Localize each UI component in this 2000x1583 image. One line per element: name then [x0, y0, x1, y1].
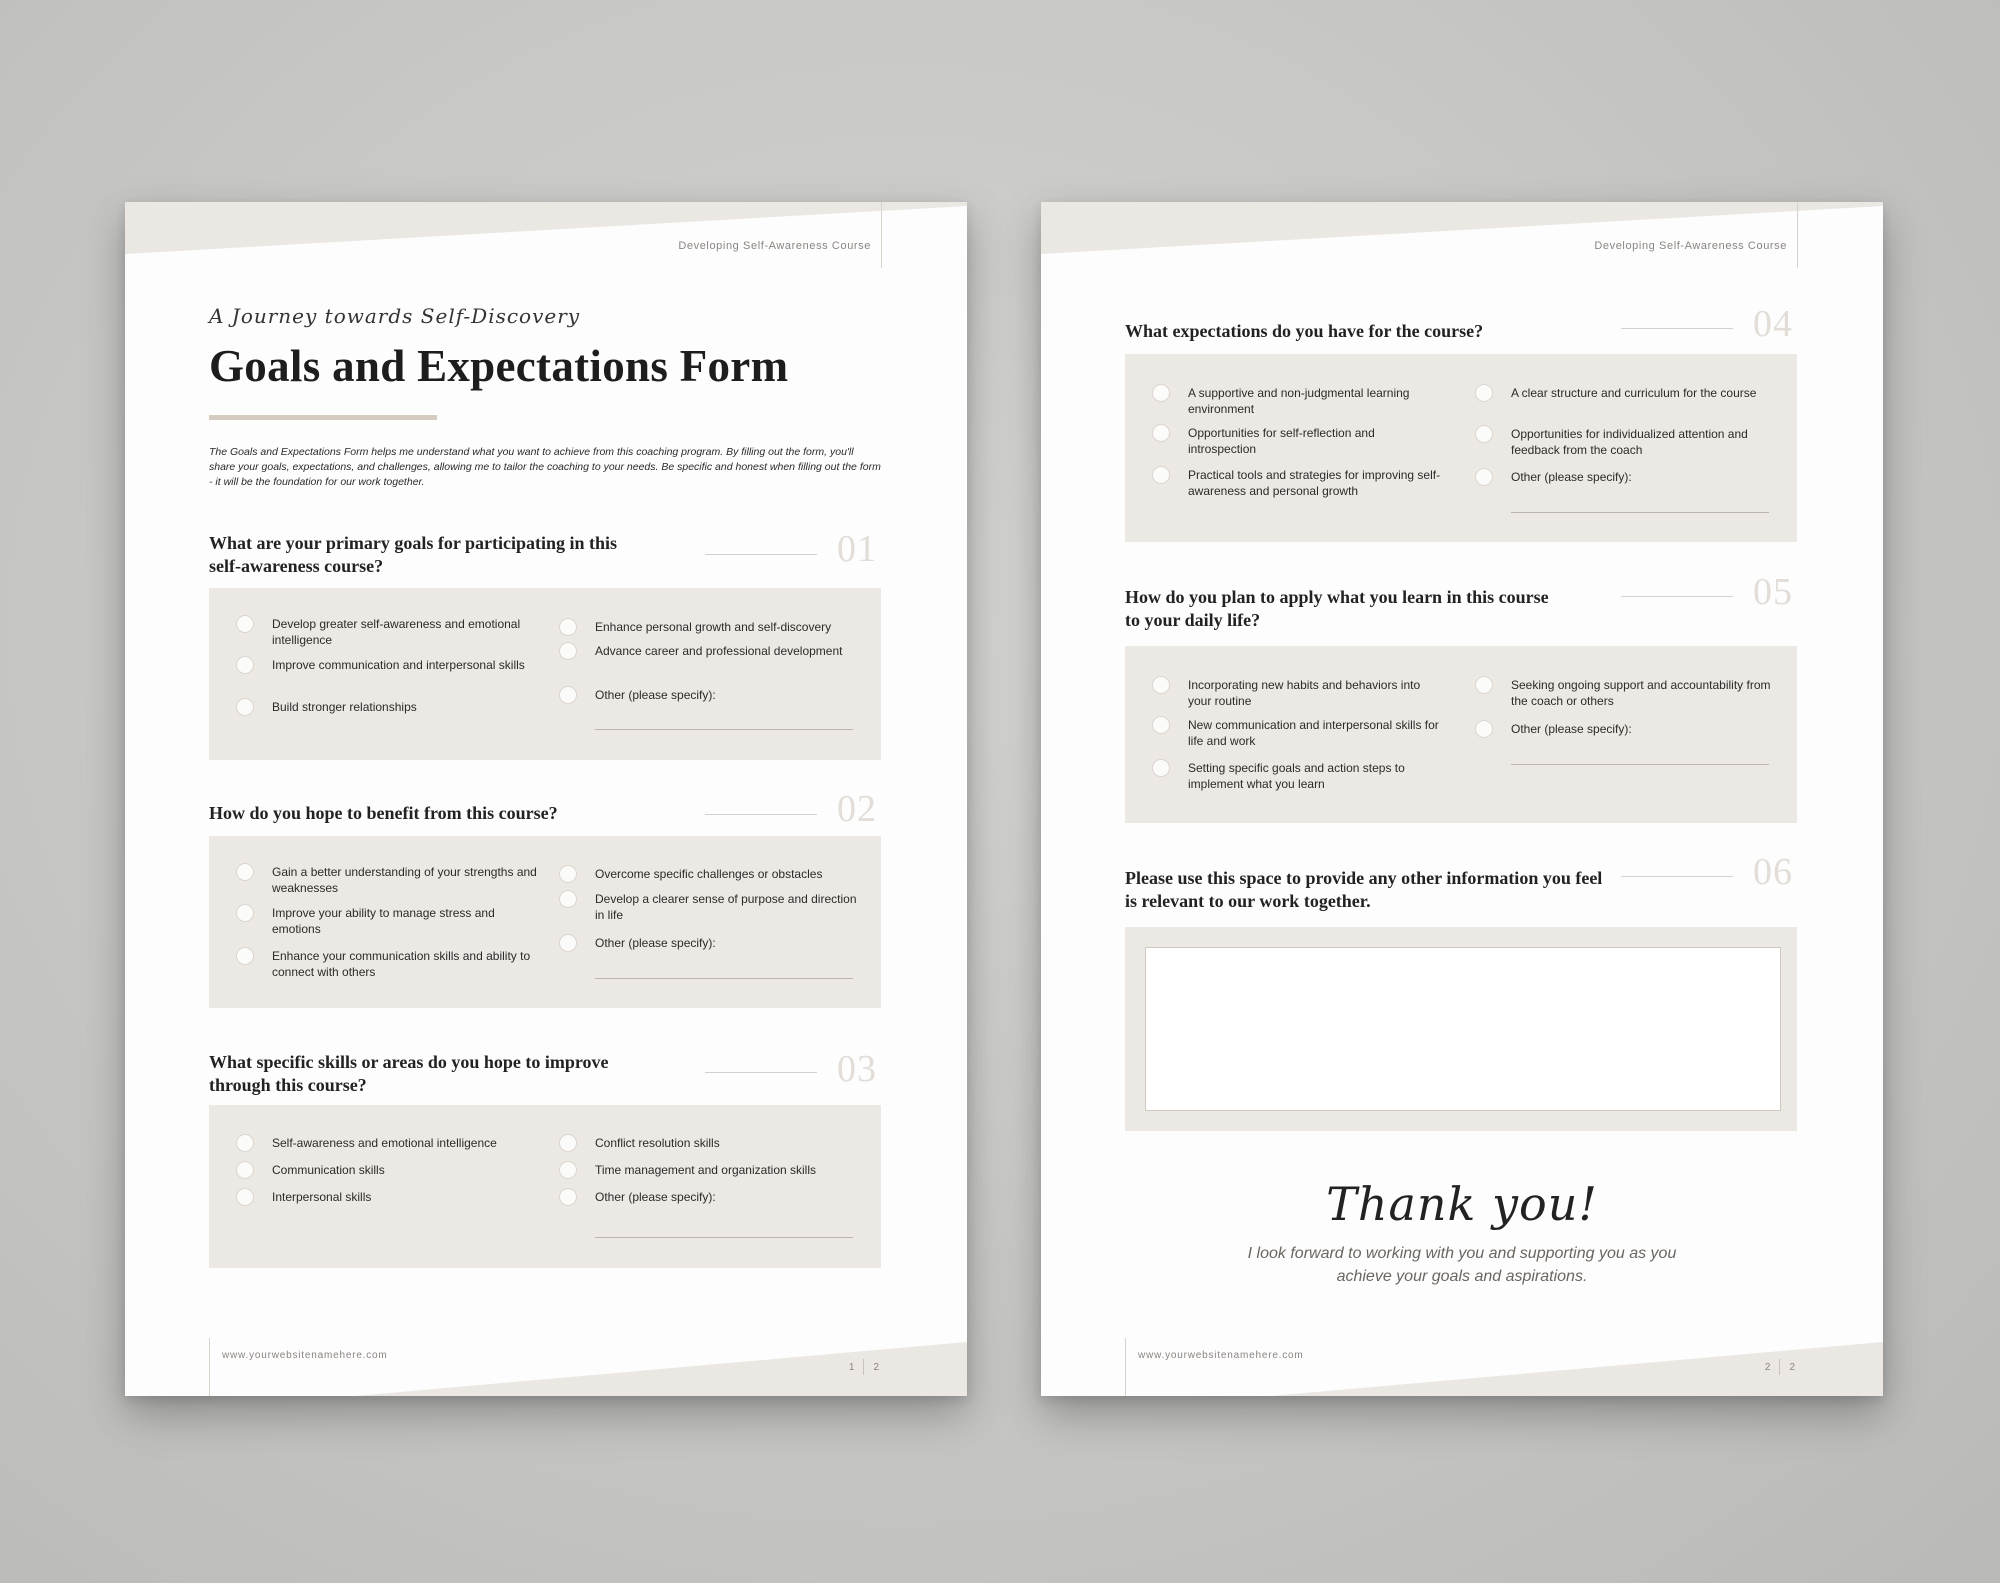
radio-button[interactable] — [236, 863, 254, 881]
option[interactable]: Communication skills — [236, 1162, 536, 1179]
question-2-text: How do you hope to benefit from this course? — [209, 803, 558, 823]
option[interactable]: New communication and interpersonal skills for life and work — [1152, 717, 1442, 749]
total-pages: 2 — [1789, 1361, 1795, 1373]
question-3-text: What specific skills or areas do you hope to improve through this course? — [209, 1052, 609, 1095]
option[interactable]: Seeking ongoing support and accountability from the coach or others — [1475, 677, 1775, 709]
question-4-rule — [1621, 328, 1733, 329]
radio-button[interactable] — [559, 1161, 577, 1179]
page-indicator — [849, 1359, 879, 1375]
footer-divider — [209, 1338, 210, 1396]
question-5-rule — [1621, 596, 1733, 597]
option-other[interactable]: Other (please specify): — [559, 935, 859, 952]
page-separator — [1779, 1359, 1780, 1375]
radio-button[interactable] — [236, 1188, 254, 1206]
option-other[interactable]: Other (please specify): — [1475, 469, 1775, 486]
question-4-text: What expectations do you have for the course? — [1125, 321, 1484, 341]
footer-decor — [1041, 1336, 1883, 1396]
question-5-text: How do you plan to apply what you learn in this course to your daily life? — [1125, 587, 1549, 630]
radio-button[interactable] — [559, 934, 577, 952]
total-pages: 2 — [873, 1361, 879, 1373]
question-3-rule — [705, 1072, 817, 1073]
question-2-number: 02 — [837, 788, 877, 830]
radio-button[interactable] — [236, 947, 254, 965]
question-4-number: 04 — [1753, 303, 1793, 345]
radio-button[interactable] — [1475, 720, 1493, 738]
radio-button[interactable] — [236, 904, 254, 922]
course-name: Developing Self-Awareness Course — [1594, 240, 1787, 252]
radio-button[interactable] — [1152, 466, 1170, 484]
page-title: Goals and Expectations Form — [209, 341, 789, 391]
option-other[interactable]: Other (please specify): — [559, 687, 859, 704]
option[interactable]: Incorporating new habits and behaviors into your routine — [1152, 677, 1442, 709]
thank-you-script: Thank you! — [1326, 1177, 1598, 1231]
question-6-panel — [1125, 927, 1797, 1131]
radio-button[interactable] — [1152, 424, 1170, 442]
radio-button[interactable] — [236, 1134, 254, 1152]
option[interactable]: Enhance your communication skills and ability to connect with others — [236, 948, 541, 980]
radio-button[interactable] — [1475, 425, 1493, 443]
question-4-options — [1125, 354, 1797, 542]
radio-button[interactable] — [559, 618, 577, 636]
website-url: www.yourwebsitenamehere.com — [1138, 1350, 1304, 1361]
page-separator — [863, 1359, 864, 1375]
question-1-number: 01 — [837, 528, 877, 570]
radio-button[interactable] — [1475, 676, 1493, 694]
question-6-number: 06 — [1753, 851, 1793, 893]
option[interactable]: Opportunities for individualized attention and feedback from the coach — [1475, 426, 1775, 458]
radio-button[interactable] — [559, 865, 577, 883]
option[interactable]: Advance career and professional development — [559, 643, 859, 660]
footer-divider — [1125, 1338, 1126, 1396]
option[interactable]: Improve communication and interpersonal skills — [236, 657, 526, 674]
header-decor — [1041, 202, 1883, 262]
radio-button[interactable] — [1152, 716, 1170, 734]
question-2-options — [209, 836, 881, 1008]
option[interactable]: Overcome specific challenges or obstacles — [559, 866, 859, 883]
radio-button[interactable] — [1152, 676, 1170, 694]
option[interactable]: Enhance personal growth and self-discovery — [559, 619, 859, 636]
website-url: www.yourwebsitenamehere.com — [222, 1350, 388, 1361]
question-1-rule — [705, 554, 817, 555]
option[interactable]: Build stronger relationships — [236, 699, 526, 716]
option[interactable]: Interpersonal skills — [236, 1189, 536, 1206]
other-answer-line[interactable] — [595, 729, 853, 730]
closing-message: I look forward to working with you and supporting you as you achieve your goals and aspirations. — [1247, 1245, 1677, 1285]
radio-button[interactable] — [1152, 759, 1170, 777]
question-6-rule — [1621, 876, 1733, 877]
radio-button[interactable] — [559, 686, 577, 704]
option[interactable]: Gain a better understanding of your strengths and weaknesses — [236, 864, 541, 896]
option[interactable]: Develop a clearer sense of purpose and direction in life — [559, 891, 859, 923]
other-answer-line[interactable] — [1511, 764, 1769, 765]
radio-button[interactable] — [236, 615, 254, 633]
radio-button[interactable] — [559, 642, 577, 660]
question-1-options — [209, 588, 881, 760]
additional-info-textbox[interactable] — [1145, 947, 1781, 1111]
current-page-number: 2 — [1764, 1361, 1771, 1373]
option-other[interactable]: Other (please specify): — [1475, 721, 1775, 738]
header-divider — [1797, 202, 1798, 268]
radio-button[interactable] — [1475, 384, 1493, 402]
option[interactable]: Setting specific goals and action steps to implement what you learn — [1152, 760, 1442, 792]
option[interactable]: Improve your ability to manage stress and emotions — [236, 905, 541, 937]
radio-button[interactable] — [236, 1161, 254, 1179]
option[interactable]: Opportunities for self-reflection and introspection — [1152, 425, 1442, 457]
question-5-options — [1125, 646, 1797, 823]
footer-decor — [125, 1336, 967, 1396]
intro-paragraph: The Goals and Expectations Form helps me understand what you want to achieve from this coaching program. By filling out the form, you'll share your goals, expectations, and challenges, allowing me to tailor the coaching to your needs. Be specific and honest when filling out the form - it will be the foundation for our work together. — [209, 446, 881, 488]
option[interactable]: A supportive and non-judgmental learning environment — [1152, 385, 1442, 417]
option[interactable]: A clear structure and curriculum for the course — [1475, 385, 1775, 402]
title-underline — [209, 415, 437, 420]
option[interactable]: Develop greater self-awareness and emotional intelligence — [236, 616, 526, 648]
radio-button[interactable] — [559, 1188, 577, 1206]
option[interactable]: Self-awareness and emotional intelligence — [236, 1135, 536, 1152]
radio-button[interactable] — [236, 698, 254, 716]
radio-button[interactable] — [559, 890, 577, 908]
option-other[interactable]: Other (please specify): — [559, 1189, 859, 1206]
question-3-options — [209, 1105, 881, 1268]
option[interactable]: Time management and organization skills — [559, 1162, 859, 1179]
course-name: Developing Self-Awareness Course — [678, 240, 871, 252]
question-3-number: 03 — [837, 1048, 877, 1090]
form-page-2 — [1041, 202, 1883, 1396]
radio-button[interactable] — [236, 656, 254, 674]
header-decor — [125, 202, 967, 262]
header-divider — [881, 202, 882, 268]
option[interactable]: Practical tools and strategies for improving self-awareness and personal growth — [1152, 467, 1442, 499]
question-1-text: What are your primary goals for participating in this self-awareness course? — [209, 533, 618, 576]
radio-button[interactable] — [1152, 384, 1170, 402]
other-answer-line[interactable] — [595, 978, 853, 979]
current-page-number: 1 — [848, 1361, 855, 1373]
radio-button[interactable] — [559, 1134, 577, 1152]
option[interactable]: Conflict resolution skills — [559, 1135, 859, 1152]
form-page-1 — [125, 202, 967, 1396]
radio-button[interactable] — [1475, 468, 1493, 486]
question-5-number: 05 — [1753, 571, 1793, 613]
tagline: A Journey towards Self-Discovery — [209, 304, 581, 328]
question-6-text: Please use this space to provide any other information you feel is relevant to our work together. — [1125, 868, 1603, 911]
other-answer-line[interactable] — [1511, 512, 1769, 513]
other-answer-line[interactable] — [595, 1237, 853, 1238]
page-indicator — [1765, 1359, 1795, 1375]
question-2-rule — [705, 814, 817, 815]
